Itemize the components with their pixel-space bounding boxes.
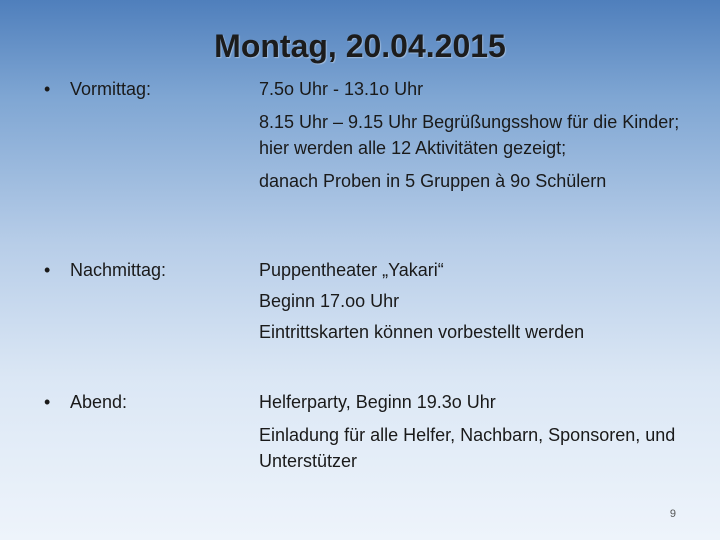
section-label-text: Nachmittag: xyxy=(70,260,167,280)
section-label xyxy=(44,259,166,281)
section-label xyxy=(44,78,151,100)
bullet-icon: • xyxy=(44,79,51,99)
section-lines xyxy=(259,78,699,201)
schedule-line: Puppentheater „Yakari“ xyxy=(259,260,444,280)
schedule-line: Helferparty, Beginn 19.3o Uhr xyxy=(259,392,496,412)
bullet-icon: • xyxy=(44,392,51,412)
schedule-line: 7.5o Uhr - 13.1o Uhr xyxy=(259,79,424,99)
section-label-text: Vormittag: xyxy=(70,79,152,99)
slide-title: Montag, 20.04.2015 xyxy=(214,28,506,64)
section-lines xyxy=(259,259,699,352)
schedule-line: danach Proben in 5 Gruppen à 9o Schülern xyxy=(259,171,607,191)
schedule-line: Eintrittskarten können vorbestellt werden xyxy=(259,322,585,342)
section-label-text: Abend: xyxy=(70,392,128,412)
bullet-icon: • xyxy=(44,260,51,280)
schedule-line: Einladung für alle Helfer, Nachbarn, Sponsoren, und Unterstützer xyxy=(259,425,676,471)
schedule-line: Beginn 17.oo Uhr xyxy=(259,291,400,311)
page-number: 9 xyxy=(669,508,676,520)
section-lines xyxy=(259,391,699,483)
schedule-line: 8.15 Uhr – 9.15 Uhr Begrüßungsshow für die Kinder; hier werden alle 12 Aktivitäten gezeigt; xyxy=(259,112,680,158)
section-label xyxy=(44,391,127,413)
